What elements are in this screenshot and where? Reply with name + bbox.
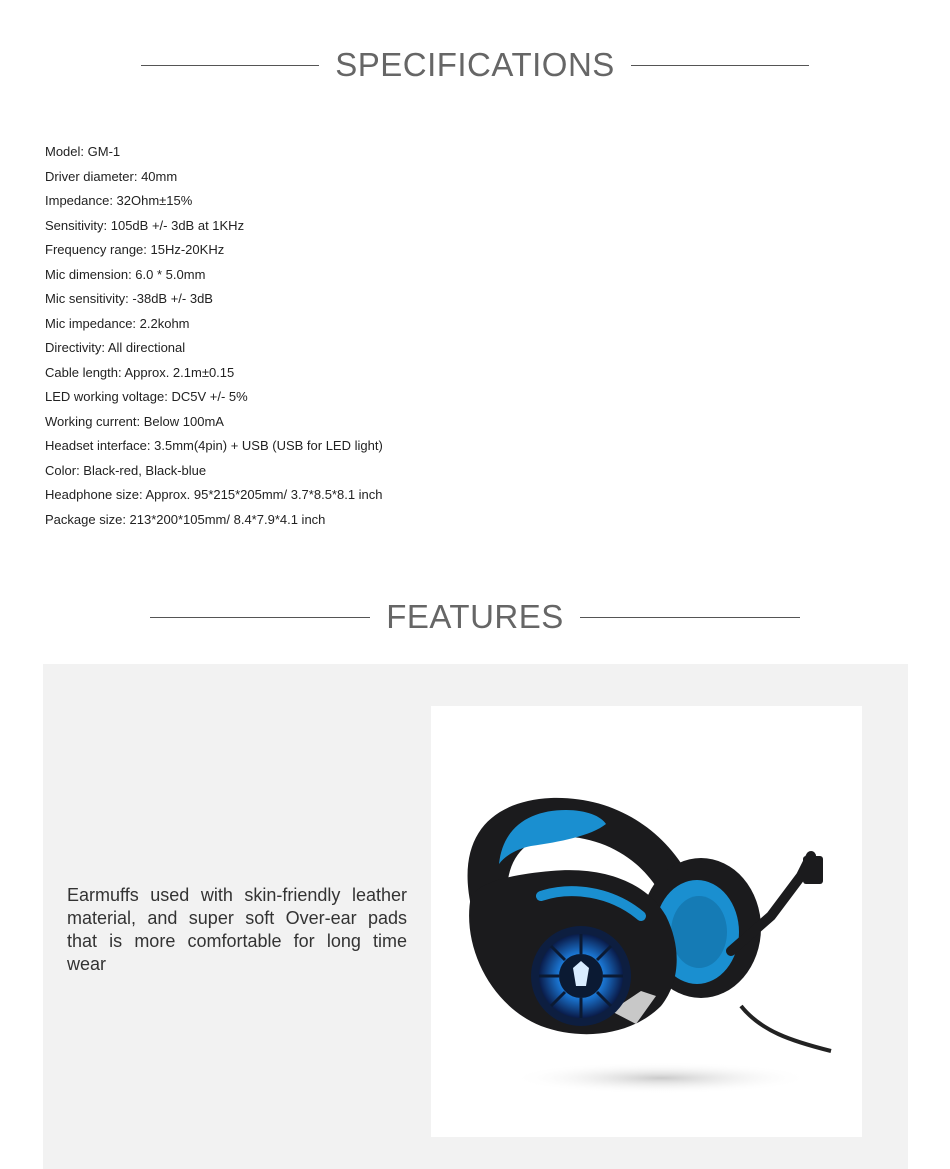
feature-panel (43, 664, 908, 1169)
spec-item: LED working voltage: DC5V +/- 5% (45, 389, 248, 404)
heading-rule-left (150, 617, 370, 618)
spec-item: Model: GM-1 (45, 144, 121, 159)
spec-item: Headphone size: Approx. 95*215*205mm/ 3.7*8.5*8.1 inch (45, 487, 383, 502)
spec-item: Color: Black-red, Black-blue (45, 462, 207, 478)
spec-item: Working current: Below 100mA (45, 413, 224, 429)
spec-item: Mic impedance: 2.2kohm (45, 315, 190, 331)
features-heading (0, 598, 950, 636)
specifications-heading (0, 46, 950, 84)
spec-item: Sensitivity: 105dB +/- 3dB at 1KHz (45, 217, 245, 233)
heading-rule-left (141, 65, 319, 66)
spec-item: Mic dimension: 6.0 * 5.0mm (45, 266, 206, 282)
feature-description: Earmuffs used with skin-friendly leather material, and super soft Over-ear pads that is more comfortable for long time wear (67, 885, 407, 974)
spec-item: Frequency range: 15Hz-20KHz (45, 242, 225, 257)
spec-item: Directivity: All directional (45, 340, 186, 355)
headset-illustration (431, 706, 862, 1137)
heading-rule-right (631, 65, 809, 66)
specifications-title: SPECIFICATIONS (335, 46, 615, 83)
spec-item: Driver diameter: 40mm (45, 168, 178, 184)
headset-image (431, 706, 862, 1137)
spec-item: Mic sensitivity: -38dB +/- 3dB (45, 291, 213, 306)
heading-rule-right (580, 617, 800, 618)
specifications-list (45, 140, 383, 532)
spec-item: Headset interface: 3.5mm(4pin) + USB (USB for LED light) (45, 438, 383, 453)
spec-item: Impedance: 32Ohm±15% (45, 193, 193, 208)
spec-item: Package size: 213*200*105mm/ 8.4*7.9*4.1 inch (45, 511, 326, 527)
features-title: FEATURES (386, 598, 564, 635)
spec-item: Cable length: Approx. 2.1m±0.15 (45, 364, 235, 380)
